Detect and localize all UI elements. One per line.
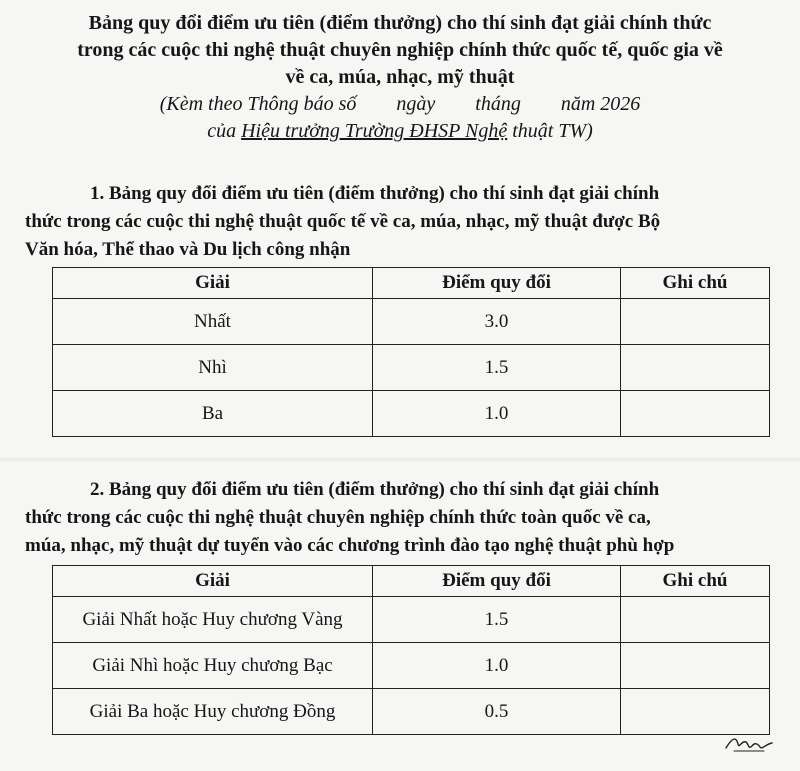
score-cell: 0.5 (373, 689, 621, 735)
column-header-score: Điểm quy đổi (373, 566, 621, 597)
note-cell (621, 689, 770, 735)
score-cell: 1.0 (373, 643, 621, 689)
award-cell: Nhì (53, 345, 373, 391)
score-cell: 1.5 (373, 345, 621, 391)
note-cell (621, 643, 770, 689)
section2-table (52, 565, 770, 735)
attachment-issuer-underlined: Hiệu trưởng Trường ĐHSP Nghệ (241, 120, 508, 142)
column-header-note: Ghi chú (621, 566, 770, 597)
attachment-year: năm 2026 (560, 93, 641, 115)
section1-table (52, 267, 770, 437)
award-cell: Ba (53, 391, 373, 437)
column-header-award: Giải (53, 268, 373, 299)
title-line-3: về ca, múa, nhạc, mỹ thuật (285, 66, 515, 88)
award-cell: Giải Ba hoặc Huy chương Đồng (53, 689, 373, 735)
column-header-score: Điểm quy đổi (373, 268, 621, 299)
attachment-line-2 (20, 118, 780, 145)
table-row (53, 345, 770, 391)
award-cell: Giải Nhất hoặc Huy chương Vàng (53, 597, 373, 643)
column-header-award: Giải (53, 566, 373, 597)
signature-icon (724, 730, 776, 761)
award-cell: Giải Nhì hoặc Huy chương Bạc (53, 643, 373, 689)
section1-heading-line-2: thức trong các cuộc thi nghệ thuật quốc tế về ca, múa, nhạc, mỹ thuật được Bộ (25, 211, 661, 232)
score-cell: 1.5 (373, 597, 621, 643)
section1-heading-line-1: 1. Bảng quy đổi điểm ưu tiên (điểm thưởng) cho thí sinh đạt giải chính (90, 183, 660, 204)
note-cell (621, 299, 770, 345)
table-row (53, 643, 770, 689)
attachment-notice-number: (Kèm theo Thông báo số (159, 93, 357, 115)
section2-heading-line-2: thức trong các cuộc thi nghệ thuật chuyên nghiệp chính thức toàn quốc về ca, (25, 507, 651, 528)
attachment-issuer-prefix: của (207, 120, 242, 142)
section1-heading-line-3: Văn hóa, Thể thao và Du lịch công nhận (25, 239, 351, 260)
score-cell: 1.0 (373, 391, 621, 437)
table-header-row (53, 566, 770, 597)
note-cell (621, 345, 770, 391)
title-line-1: Bảng quy đổi điểm ưu tiên (điểm thưởng) cho thí sinh đạt giải chính thức (88, 12, 712, 34)
score-cell: 3.0 (373, 299, 621, 345)
award-cell: Nhất (53, 299, 373, 345)
document-header (20, 10, 780, 145)
section2-heading-line-3: múa, nhạc, mỹ thuật dự tuyển vào các chương trình đào tạo nghệ thuật phù hợp (25, 535, 675, 556)
table-row (53, 391, 770, 437)
note-cell (621, 391, 770, 437)
attachment-day: ngày (396, 93, 436, 115)
page-divider (0, 458, 800, 464)
table-row (53, 597, 770, 643)
table-row (53, 689, 770, 735)
title-line-2: trong các cuộc thi nghệ thuật chuyên nghiệp chính thức quốc tế, quốc gia về (77, 39, 723, 61)
table-row (53, 299, 770, 345)
attachment-line-1 (20, 91, 780, 118)
column-header-note: Ghi chú (621, 268, 770, 299)
section2-heading-line-1: 2. Bảng quy đổi điểm ưu tiên (điểm thưởng) cho thí sinh đạt giải chính (90, 479, 660, 500)
attachment-issuer-suffix: thuật TW) (507, 120, 593, 142)
note-cell (621, 597, 770, 643)
table-header-row (53, 268, 770, 299)
section2-heading (25, 476, 772, 560)
attachment-month: tháng (475, 93, 521, 115)
section1-heading (25, 180, 772, 264)
